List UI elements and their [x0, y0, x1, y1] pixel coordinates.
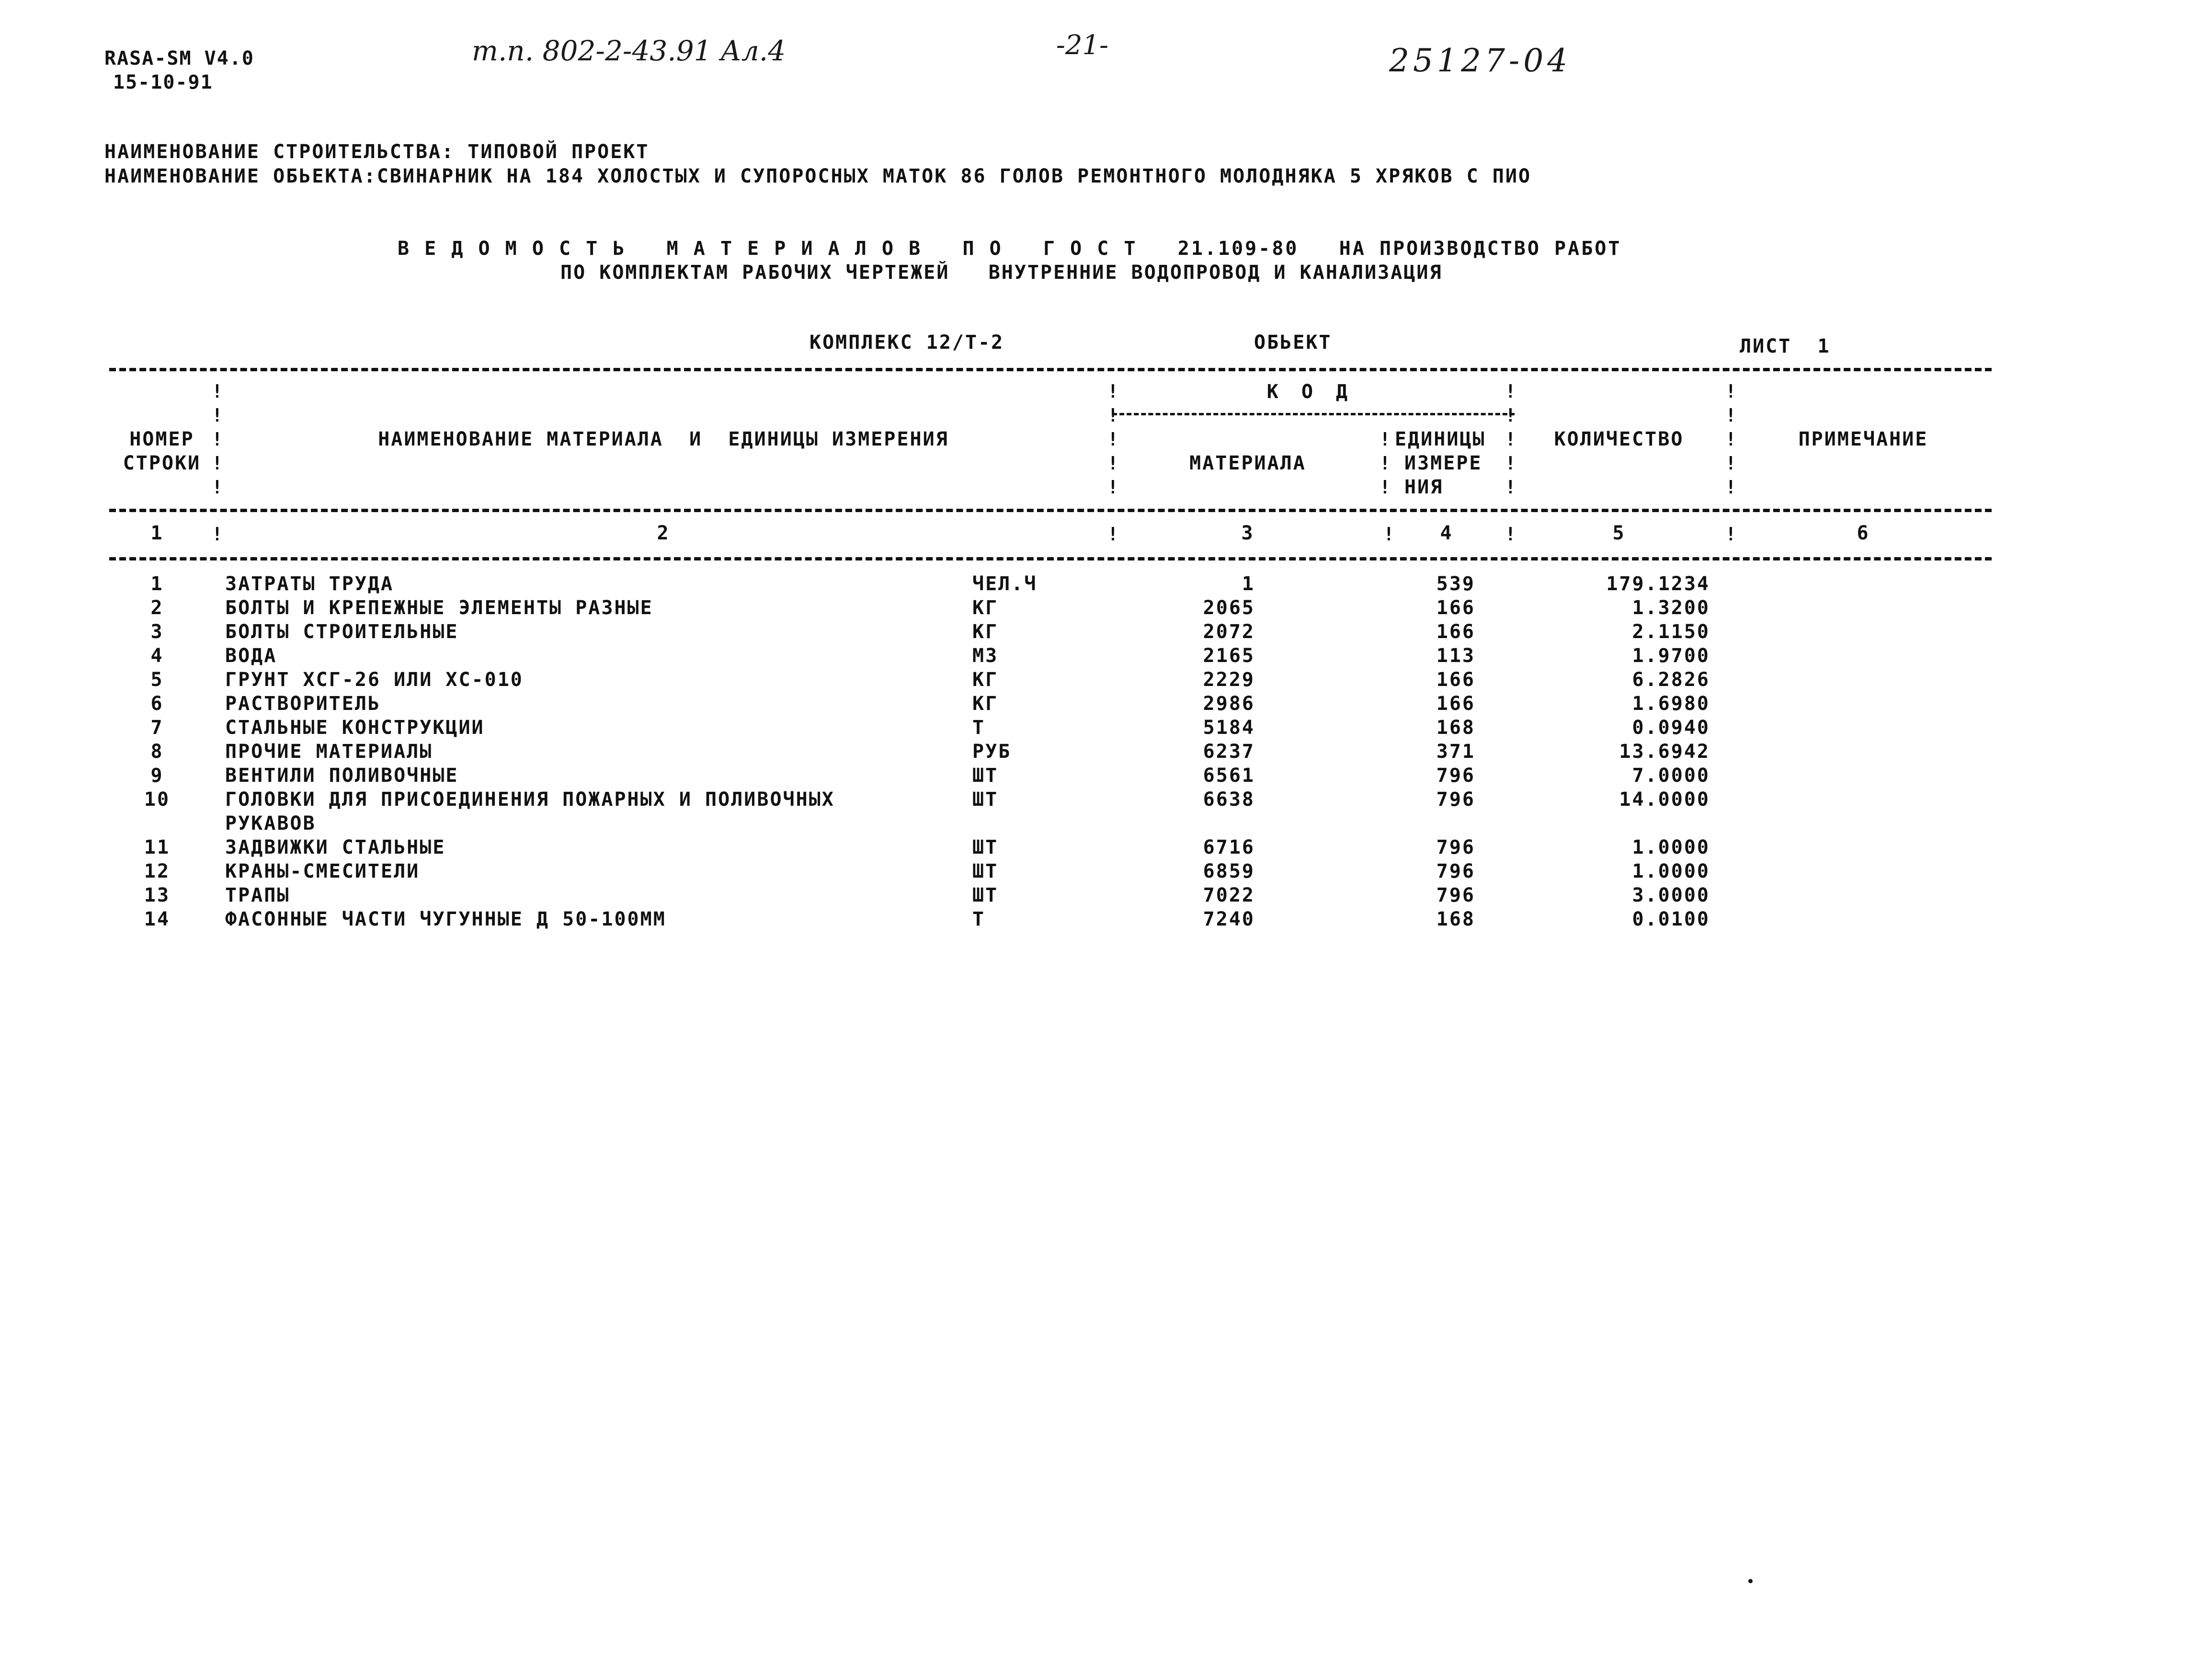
material-name: ФАСОННЫЕ ЧАСТИ ЧУГУННЫЕ Д 50-100ММ — [225, 908, 666, 930]
material-code: 2165 — [1203, 645, 1255, 667]
material-code: 2072 — [1203, 621, 1255, 643]
material-code: 2229 — [1203, 669, 1255, 691]
unit-code: 168 — [1436, 717, 1475, 739]
unit-name: КГ — [972, 693, 999, 715]
material-code: 6716 — [1203, 836, 1255, 858]
column-number-3: 3 — [1241, 522, 1254, 544]
material-code: 6638 — [1203, 789, 1255, 811]
document-title: В Е Д О М О С Т Ь М А Т Е Р И А Л О В П О Г О С Т 21.109-80 НА ПРОИЗВОДСТВО РАБОТ — [398, 238, 1622, 260]
unit-code: 539 — [1436, 573, 1475, 595]
row-number: 4 — [150, 645, 164, 667]
unit-code: 796 — [1436, 860, 1475, 882]
material-name: ЗАТРАТЫ ТРУДА — [225, 573, 394, 595]
material-name: ТРАПЫ — [225, 884, 290, 906]
quantity: 0.0940 — [1632, 717, 1710, 739]
code-header-rule — [1112, 413, 1515, 415]
unit-name: ШТ — [972, 765, 999, 787]
unit-name: КГ — [972, 669, 999, 691]
header-row-number-2: СТРОКИ — [123, 452, 201, 474]
material-name: ВЕНТИЛИ ПОЛИВОЧНЫЕ — [225, 765, 459, 787]
quantity: 14.0000 — [1619, 789, 1710, 811]
row-number: 7 — [150, 717, 164, 739]
material-name: ВОДА — [225, 645, 277, 667]
quantity: 1.6980 — [1632, 693, 1710, 715]
material-name: СТАЛЬНЫЕ КОНСТРУКЦИИ — [225, 717, 485, 739]
unit-code: 168 — [1436, 908, 1475, 930]
unit-name: КГ — [972, 621, 999, 643]
material-code: 2986 — [1203, 693, 1255, 715]
column-number-6: 6 — [1857, 522, 1870, 544]
unit-code: 166 — [1436, 693, 1475, 715]
row-number: 14 — [144, 908, 171, 930]
row-number: 10 — [144, 789, 171, 811]
quantity: 1.0000 — [1632, 836, 1710, 858]
unit-code: 371 — [1436, 741, 1475, 763]
table-row — [0, 765, 2200, 789]
material-code: 7240 — [1203, 908, 1255, 930]
unit-name: ШТ — [972, 860, 999, 882]
table-row — [0, 836, 2200, 860]
object-name-line: НАИМЕНОВАНИЕ ОБЬЕКТА:СВИНАРНИК НА 184 ХОЛОСТЫХ И СУПОРОСНЫХ МАТОК 86 ГОЛОВ РЕМОНТНОГО МОЛОДНЯКА 5 ХРЯКОВ С ПИО — [104, 165, 1532, 187]
scan-dot — [1748, 1579, 1753, 1583]
material-name: БОЛТЫ И КРЕПЕЖНЫЕ ЭЛЕМЕНТЫ РАЗНЫЕ — [225, 597, 653, 619]
header-code-unit-2: ИЗМЕРЕ — [1404, 452, 1482, 474]
material-code: 7022 — [1203, 884, 1255, 906]
row-number: 3 — [150, 621, 164, 643]
handwritten-project-ref: т.п. 802-2-43.91 Ал.4 — [472, 34, 786, 67]
table-row — [0, 621, 2200, 645]
table-row — [0, 693, 2200, 717]
header-code-material: МАТЕРИАЛА — [1189, 452, 1306, 474]
material-name: ГОЛОВКИ ДЛЯ ПРИСОЕДИНЕНИЯ ПОЖАРНЫХ И ПОЛИВОЧНЫХ — [225, 789, 835, 811]
table-row — [0, 573, 2200, 597]
handwritten-doc-number: 25127-04 — [1389, 42, 1572, 79]
row-number: 5 — [150, 669, 164, 691]
column-numbers-rule — [109, 557, 1992, 560]
table-top-rule — [109, 368, 1992, 371]
quantity: 0.0100 — [1632, 908, 1710, 930]
row-number: 9 — [150, 765, 164, 787]
material-name: РАСТВОРИТЕЛЬ — [225, 693, 381, 715]
unit-code: 796 — [1436, 765, 1475, 787]
quantity: 2.1150 — [1632, 621, 1710, 643]
sheet-label: ЛИСТ 1 — [1740, 335, 1831, 357]
row-number: 6 — [150, 693, 164, 715]
table-row — [0, 884, 2200, 908]
column-number-1: 1 — [150, 522, 164, 544]
unit-name: КГ — [972, 597, 999, 619]
table-row — [0, 717, 2200, 741]
row-number: 13 — [144, 884, 171, 906]
material-name: ПРОЧИЕ МАТЕРИАЛЫ — [225, 741, 433, 763]
unit-code: 796 — [1436, 789, 1475, 811]
header-quantity: КОЛИЧЕСТВО — [1554, 428, 1684, 450]
table-row — [0, 908, 2200, 932]
quantity: 1.0000 — [1632, 860, 1710, 882]
table-row — [0, 645, 2200, 669]
header-note: ПРИМЕЧАНИЕ — [1798, 428, 1928, 450]
row-number: 12 — [144, 860, 171, 882]
unit-code: 113 — [1436, 645, 1475, 667]
quantity: 1.3200 — [1632, 597, 1710, 619]
document-subtitle: ПО КОМПЛЕКТАМ РАБОЧИХ ЧЕРТЕЖЕЙ ВНУТРЕННИЕ ВОДОПРОВОД И КАНАЛИЗАЦИЯ — [560, 262, 1443, 284]
header-code: К О Д — [1266, 381, 1354, 403]
row-number: 2 — [150, 597, 164, 619]
unit-code: 796 — [1436, 836, 1475, 858]
quantity: 13.6942 — [1619, 741, 1710, 763]
unit-name: М3 — [972, 645, 999, 667]
table-row — [0, 597, 2200, 621]
column-number-2: 2 — [657, 522, 670, 544]
column-number-4: 4 — [1440, 522, 1453, 544]
material-code: 6561 — [1203, 765, 1255, 787]
material-code: 6237 — [1203, 741, 1255, 763]
unit-code: 796 — [1436, 884, 1475, 906]
material-name: ГРУНТ ХСГ-26 ИЛИ ХС-010 — [225, 669, 524, 691]
complex-label: КОМПЛЕКС 12/Т-2 — [809, 331, 1004, 354]
quantity: 3.0000 — [1632, 884, 1710, 906]
unit-name: Т — [972, 908, 986, 930]
construction-name-line: НАИМЕНОВАНИЕ СТРОИТЕЛЬСТВА: ТИПОВОЙ ПРОЕКТ — [104, 141, 650, 163]
quantity: 1.9700 — [1632, 645, 1710, 667]
material-code: 2065 — [1203, 597, 1255, 619]
header-row-number-1: НОМЕР — [129, 428, 194, 450]
unit-code: 166 — [1436, 597, 1475, 619]
material-code: 6859 — [1203, 860, 1255, 882]
quantity: 6.2826 — [1632, 669, 1710, 691]
unit-name: ШТ — [972, 884, 999, 906]
unit-name: ЧЕЛ.Ч — [972, 573, 1037, 595]
program-date: 15-10-91 — [113, 71, 213, 93]
material-code: 5184 — [1203, 717, 1255, 739]
table-row — [0, 669, 2200, 693]
material-name: БОЛТЫ СТРОИТЕЛЬНЫЕ — [225, 621, 459, 643]
row-number: 1 — [150, 573, 164, 595]
object-label: ОБЬЕКТ — [1254, 331, 1332, 354]
unit-name: Т — [972, 717, 986, 739]
header-code-unit-3: НИЯ — [1404, 476, 1444, 498]
unit-name: ШТ — [972, 836, 999, 858]
table-row — [0, 860, 2200, 884]
column-number-5: 5 — [1612, 522, 1626, 544]
header-bottom-rule — [109, 509, 1992, 512]
material-code: 1 — [1242, 573, 1255, 595]
handwritten-page-number: -21- — [1056, 30, 1109, 61]
unit-code: 166 — [1436, 621, 1475, 643]
row-number: 8 — [150, 741, 164, 763]
program-name: RASA-SM V4.0 — [104, 47, 254, 69]
material-name: КРАНЫ-СМЕСИТЕЛИ — [225, 860, 420, 882]
table-row — [0, 741, 2200, 765]
unit-code: 166 — [1436, 669, 1475, 691]
quantity: 7.0000 — [1632, 765, 1710, 787]
header-code-unit-1: ЕДИНИЦЫ — [1395, 428, 1486, 450]
material-name-continued: РУКАВОВ — [225, 812, 316, 834]
quantity: 179.1234 — [1606, 573, 1710, 595]
table-row — [0, 789, 2200, 836]
unit-name: ШТ — [972, 789, 999, 811]
unit-name: РУБ — [972, 741, 1012, 763]
row-number: 11 — [144, 836, 171, 858]
material-name: ЗАДВИЖКИ СТАЛЬНЫЕ — [225, 836, 446, 858]
header-material-name: НАИМЕНОВАНИЕ МАТЕРИАЛА И ЕДИНИЦЫ ИЗМЕРЕНИЯ — [378, 428, 949, 450]
